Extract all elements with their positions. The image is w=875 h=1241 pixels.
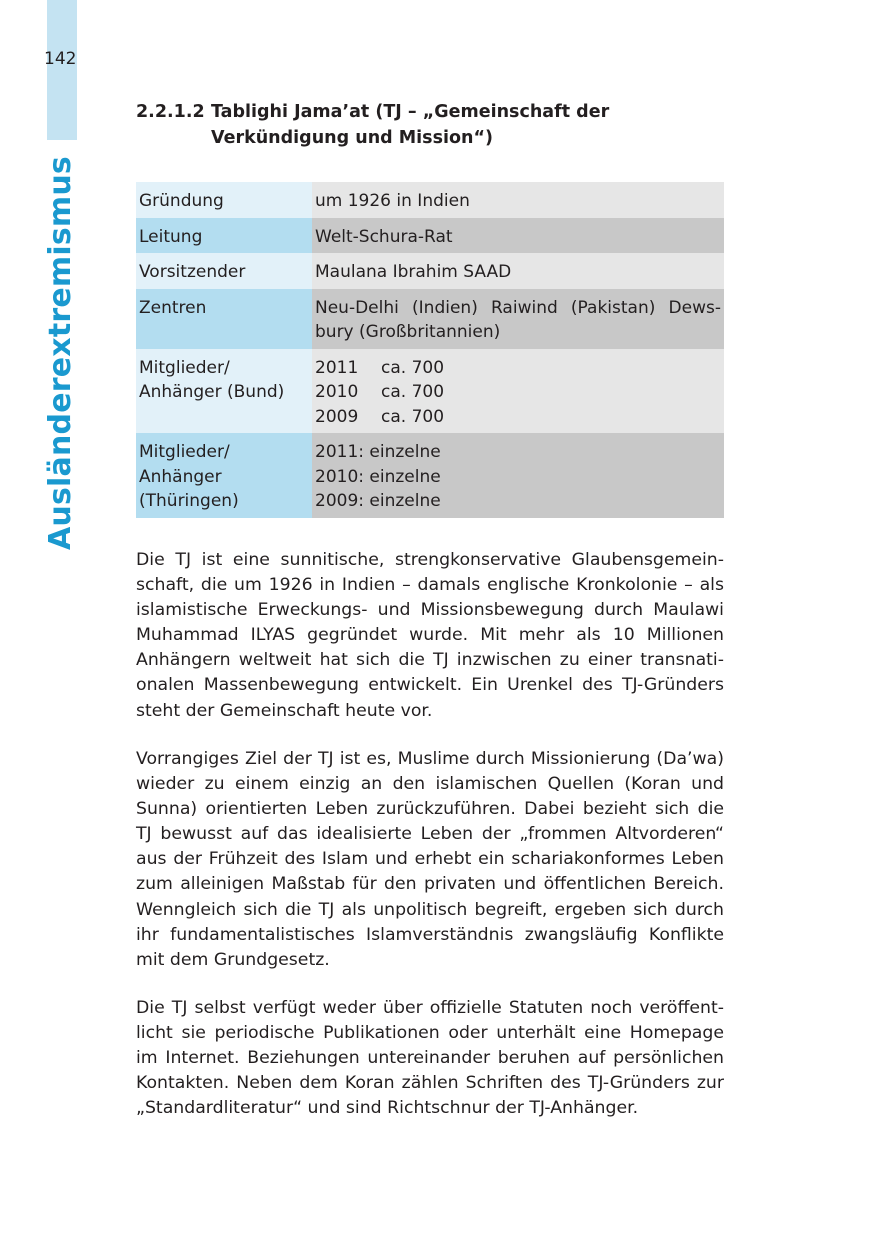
chapter-side-title: Ausländerextremismus (43, 156, 78, 550)
label-line: Mitglieder/ (139, 442, 230, 462)
section-title: Tablighi Jama’at (TJ – „Gemeinschaft der Verkündigung und Mission“) (211, 102, 610, 148)
year-entry: 2009: einzelne (315, 491, 441, 511)
year-value: ca. 700 (381, 382, 445, 402)
row-value (312, 349, 724, 434)
page-number: 142 (44, 49, 77, 69)
table-row (136, 289, 724, 349)
label-line: (Thüringen) (139, 491, 239, 511)
table-row (136, 253, 724, 289)
year-entry: 2011: einzelne (315, 442, 441, 462)
year: 2011 (315, 357, 359, 378)
year-entry (315, 356, 721, 381)
year: 2009 (315, 406, 359, 427)
label-line: Mitglieder/ (139, 357, 230, 378)
year-value: ca. 700 (381, 357, 445, 378)
section-number: 2.2.1.2 (136, 102, 205, 122)
body-paragraph: Die TJ selbst verfügt weder über offizielle Statuten noch veröffentlicht sie periodische Publikationen oder unterhält eine Homepage im Internet. Beziehungen untereinander beruhen auf persönlichen Kontakten. Neben dem Koran zählen Schriften des TJ-Gründers zur „Standardliteratur“ und sind Richtschnur der TJ-Anhänger. (136, 998, 724, 1119)
table-row (136, 349, 724, 434)
year-entry: 2010: einzelne (315, 466, 441, 487)
row-label: Zentren (136, 289, 312, 349)
year-entry (315, 380, 721, 405)
row-label (136, 349, 312, 434)
label-line: Anhänger (Bund) (139, 382, 285, 402)
table-row (136, 218, 724, 254)
year-value: ca. 700 (381, 406, 445, 427)
year: 2010 (315, 382, 359, 402)
label-line: Anhänger (139, 466, 222, 487)
row-value: um 1926 in Indien (312, 182, 724, 218)
year-entry (315, 405, 721, 430)
row-label: Gründung (136, 182, 312, 218)
row-value: Welt-Schura-Rat (312, 218, 724, 254)
row-value: Neu-Delhi (Indien) Raiwind (Pakistan) Dewsbury (Großbritannien) (312, 289, 724, 349)
row-value (312, 433, 724, 518)
side-color-bar (47, 0, 77, 140)
row-label (136, 433, 312, 518)
info-table (136, 182, 724, 518)
row-label: Leitung (136, 218, 312, 254)
body-paragraph: Vorrangiges Ziel der TJ ist es, Muslime durch Missionierung (Da’wa) wieder zu einem einzig an den islamischen Quellen (Koran und Sunna) orientierten Leben zurückzuführen. Dabei bezieht sich die TJ bewusst auf das idealisierte Leben der „frommen Altvorderen“ aus der Frühzeit des Islam und erhebt ein schariakonformes Leben zum alleinigen Maßstab für den privaten und öffentlichen Bereich. Wenngleich sich die TJ als unpolitisch begreift, ergeben sich durch ihr fundamentalistisches Islamverständnis zwangsläufig Konflikte mit dem Grundgesetz. (136, 749, 724, 970)
row-value: Maulana Ibrahim SAAD (312, 253, 724, 289)
row-label: Vorsitzender (136, 253, 312, 289)
table-row (136, 433, 724, 518)
body-paragraph: Die TJ ist eine sunnitische, strengkonservative Glaubensgemeinschaft, die um 1926 in Indien – damals englische Kronkolonie – als islamistische Erweckungs- und Missionsbewegung durch Maulawi Muhammad ILYAS gegründet wurde. Mit mehr als 10 Millionen Anhängern weltweit hat sich die TJ inzwischen zu einer transnationalen Massenbewegung entwickelt. Ein Urenkel des TJ-Gründers steht der Gemeinschaft heute vor. (136, 550, 724, 721)
table-row (136, 182, 724, 218)
